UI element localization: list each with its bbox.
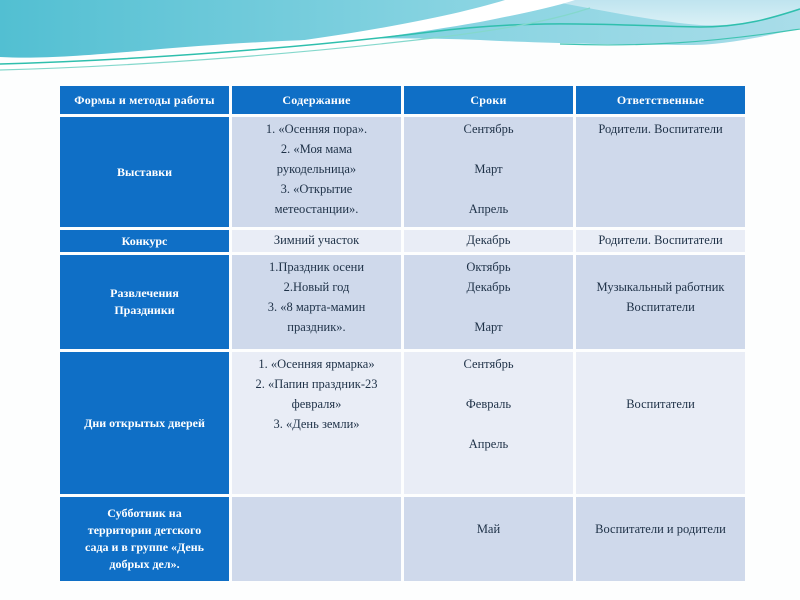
table-row bbox=[60, 352, 745, 494]
column-header-forms: Формы и методы работы bbox=[60, 86, 229, 114]
column-header-responsible: Ответственные bbox=[576, 86, 745, 114]
table-row bbox=[60, 117, 745, 227]
timing-cell: Декабрь bbox=[404, 230, 573, 252]
content-cell bbox=[232, 497, 401, 581]
column-header-content: Содержание bbox=[232, 86, 401, 114]
responsible-cell: Воспитатели bbox=[576, 352, 745, 494]
content-cell: 1. «Осенняя пора». 2. «Моя мама рукодельница» 3. «Открытие метеостанции». bbox=[232, 117, 401, 227]
timing-cell: Сентябрь Февраль Апрель bbox=[404, 352, 573, 494]
timing-cell: Май bbox=[404, 497, 573, 581]
timing-cell: Октябрь Декабрь Март bbox=[404, 255, 573, 349]
table-row bbox=[60, 230, 745, 252]
responsible-cell: Воспитатели и родители bbox=[576, 497, 745, 581]
category-cell: Субботник на территории детского сада и в группе «День добрых дел». bbox=[60, 497, 229, 581]
category-cell: Конкурс bbox=[60, 230, 229, 252]
responsible-cell: Родители. Воспитатели bbox=[576, 230, 745, 252]
wave-decoration-graphic bbox=[0, 0, 800, 85]
content-cell: Зимний участок bbox=[232, 230, 401, 252]
category-cell: Выставки bbox=[60, 117, 229, 227]
category-cell: Развлечения Праздники bbox=[60, 255, 229, 349]
content-cell: 1. «Осенняя ярмарка» 2. «Папин праздник-23 февраля» 3. «День земли» bbox=[232, 352, 401, 494]
work-plan-table bbox=[57, 83, 748, 584]
timing-cell: Сентябрь Март Апрель bbox=[404, 117, 573, 227]
responsible-cell: Родители. Воспитатели bbox=[576, 117, 745, 227]
table-header-row bbox=[60, 86, 745, 114]
responsible-cell: Музыкальный работник Воспитатели bbox=[576, 255, 745, 349]
category-cell: Дни открытых дверей bbox=[60, 352, 229, 494]
table-row bbox=[60, 255, 745, 349]
content-cell: 1.Праздник осени 2.Новый год 3. «8 марта-мамин праздник». bbox=[232, 255, 401, 349]
table-row bbox=[60, 497, 745, 581]
column-header-timing: Сроки bbox=[404, 86, 573, 114]
